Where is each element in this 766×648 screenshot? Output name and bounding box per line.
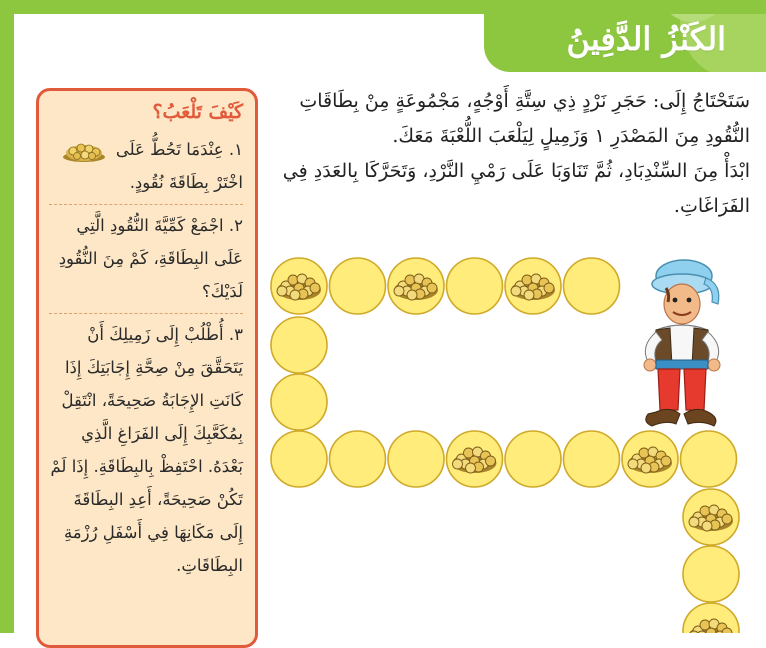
step-2-text: البِطَاقَةِ، كَمْ مِنَ النُّقُودِ لَدَيْكَ؟ (58, 249, 243, 301)
step-3-text: مِنْ صِحَّةِ إِجَابَتِكَ إِذَا كَانَتِ الإِجَابَةُ صَحِيحَةً، انْتَقِلْ بِمُكَعَّبِكَ إِلَى الفَرَاغِ الَّذِي بَعْدَهُ. احْتَفِظْ بِالبِطَاقَةِ. إِذَا لَمْ تَكُنْ صَحِيحَةً، أَعِدِ البِطَاقَةَ إِلَى مَكَانِهَا فِي أَسْفَلِ رُزْمَةِ البِطَاقَاتِ. (50, 358, 243, 575)
board-space[interactable] (271, 431, 327, 487)
sinbad-character (626, 254, 732, 434)
board-space[interactable] (271, 374, 327, 430)
board-space-coins[interactable] (622, 431, 678, 487)
gold-coins-icon (61, 139, 107, 163)
step-2-label: ٢. اجْمَعْ كَمِّيَّةَ النُّقُودِ الَّتِي عَلَى (76, 216, 243, 268)
materials-text: سَتَحْتَاجُ إِلَى: حَجَرِ نَرْدٍ ذِي سِتَّةِ أَوْجُهٍ، مَجْمُوعَةٍ مِنْ بِطَاقَاتِ النُّقُودِ مِنَ المَصْدَرِ ١ وَزَمِيلٍ لِيَلْعَبَ اللُّعْبَةَ مَعَكَ. (299, 90, 750, 147)
step-1-label: ١. عِنْدَمَا تَحُطُّ عَلَى (115, 140, 243, 159)
board-space-coins[interactable] (447, 431, 503, 487)
board-space[interactable] (683, 546, 739, 602)
how-to-play-content (49, 99, 243, 582)
board-space[interactable] (564, 258, 620, 314)
step-3 (49, 318, 243, 582)
step-1-text: اخْتَرْ بِطَاقَةَ نُقُودٍ. (129, 173, 243, 192)
step-1 (49, 133, 243, 199)
board-space[interactable] (330, 431, 386, 487)
board-space[interactable] (388, 431, 444, 487)
board-space[interactable] (330, 258, 386, 314)
page-title: الكَنْزُ الدَّفِينُ (566, 20, 726, 58)
board-space-coins[interactable] (505, 258, 561, 314)
step-3-label: ٣. أُطْلُبْ إِلَى زَمِيلِكَ أَنْ يَتَحَقَّقَ (87, 325, 243, 377)
instructions (275, 84, 750, 224)
board-space-coins[interactable] (271, 258, 327, 314)
divider (49, 313, 243, 314)
board-space[interactable] (271, 317, 327, 373)
title-tab (484, 14, 766, 72)
divider (49, 204, 243, 205)
how-to-play-panel (36, 88, 258, 648)
panel-title: كَيْفَ تَلْعَبُ؟ (152, 101, 243, 123)
start-text: ابْدَأْ مِنَ السِّنْدِبَادِ، ثُمَّ تَنَاوَبَا عَلَى رَمْيِ النَّرْدِ، وَتَحَرَّكَا بِالعَدَدِ فِي الفَرَاغَاتِ. (282, 160, 750, 217)
board-space[interactable] (505, 431, 561, 487)
board-space-coins[interactable] (388, 258, 444, 314)
board-space[interactable] (564, 431, 620, 487)
step-2 (49, 209, 243, 308)
board-space-coins[interactable] (683, 489, 739, 545)
board-space[interactable] (681, 431, 737, 487)
board-space[interactable] (447, 258, 503, 314)
